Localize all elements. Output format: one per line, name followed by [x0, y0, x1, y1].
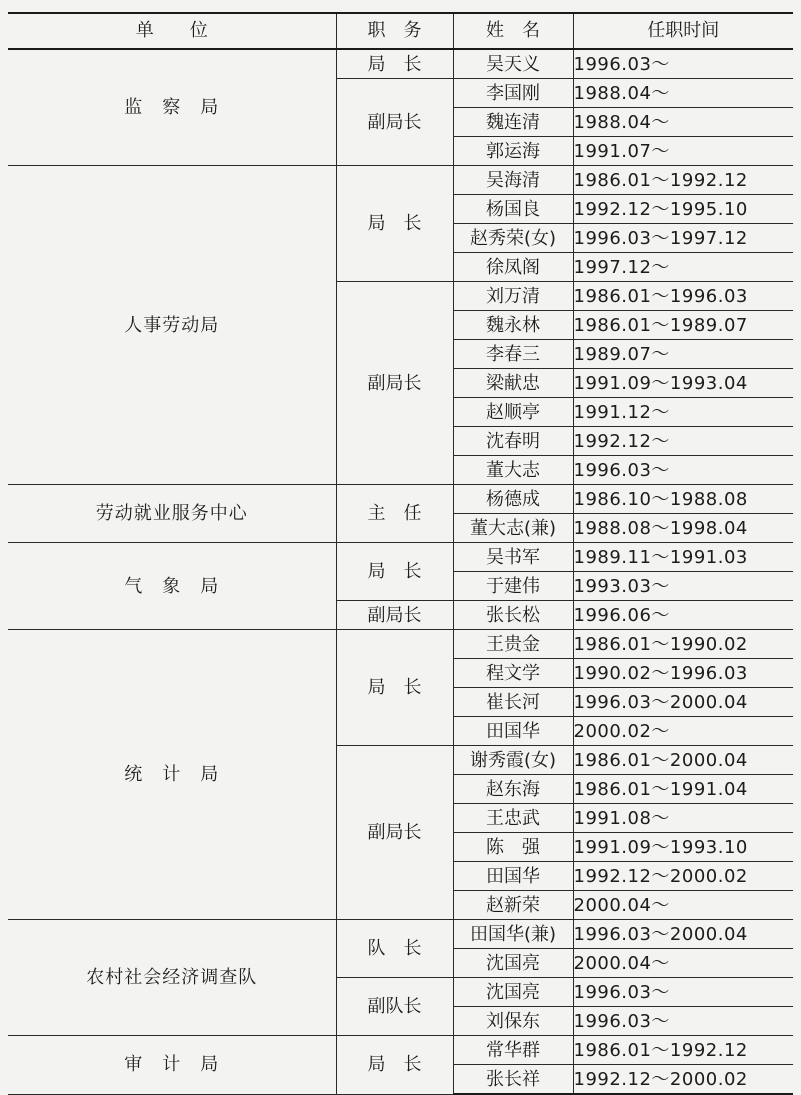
name-cell: 梁献忠 [453, 369, 573, 398]
term-cell: 1996.03～ [573, 49, 793, 79]
term-cell: 1991.12～ [573, 398, 793, 427]
name-cell: 赵新荣 [453, 891, 573, 920]
term-cell: 2000.04～ [573, 891, 793, 920]
unit-cell: 气 象 局 [8, 543, 336, 630]
position-cell: 局 长 [336, 49, 453, 79]
name-cell: 郭运海 [453, 137, 573, 166]
term-cell: 1992.12～2000.02 [573, 862, 793, 891]
name-cell: 谢秀霞(女) [453, 746, 573, 775]
unit-cell: 统 计 局 [8, 630, 336, 920]
name-cell: 吴书军 [453, 543, 573, 572]
name-cell: 田国华 [453, 717, 573, 746]
position-cell: 局 长 [336, 166, 453, 282]
name-cell: 田国华(兼) [453, 920, 573, 949]
position-cell: 局 长 [336, 543, 453, 601]
term-cell: 1996.03～1997.12 [573, 224, 793, 253]
position-cell: 副队长 [336, 978, 453, 1036]
term-cell: 1991.09～1993.10 [573, 833, 793, 862]
table-row [8, 485, 793, 514]
name-cell: 赵秀荣(女) [453, 224, 573, 253]
name-cell: 吴天义 [453, 49, 573, 79]
term-cell: 1996.06～ [573, 601, 793, 630]
position-cell: 副局长 [336, 601, 453, 630]
term-cell: 1989.07～ [573, 340, 793, 369]
term-cell: 1986.01～1992.12 [573, 1036, 793, 1065]
position-cell: 副局长 [336, 282, 453, 485]
name-cell: 沈国亮 [453, 949, 573, 978]
name-cell: 董大志 [453, 456, 573, 485]
term-cell: 1986.01～1989.07 [573, 311, 793, 340]
table-row [8, 920, 793, 949]
unit-cell: 监 察 局 [8, 49, 336, 166]
table-row [8, 543, 793, 572]
name-cell: 王贵金 [453, 630, 573, 659]
term-cell: 1986.01～1992.12 [573, 166, 793, 195]
header-name: 姓 名 [453, 13, 573, 49]
term-cell: 2000.04～ [573, 949, 793, 978]
position-cell: 局 长 [336, 1036, 453, 1095]
name-cell: 张长松 [453, 601, 573, 630]
name-cell: 刘万清 [453, 282, 573, 311]
name-cell: 赵东海 [453, 775, 573, 804]
personnel-table [8, 12, 793, 1095]
name-cell: 陈 强 [453, 833, 573, 862]
name-cell: 崔长河 [453, 688, 573, 717]
name-cell: 常华群 [453, 1036, 573, 1065]
term-cell: 1989.11～1991.03 [573, 543, 793, 572]
name-cell: 于建伟 [453, 572, 573, 601]
term-cell: 1986.10～1988.08 [573, 485, 793, 514]
term-cell: 1990.02～1996.03 [573, 659, 793, 688]
name-cell: 魏连清 [453, 108, 573, 137]
unit-cell: 审 计 局 [8, 1036, 336, 1095]
name-cell: 李国刚 [453, 79, 573, 108]
position-cell: 主 任 [336, 485, 453, 543]
name-cell: 刘保东 [453, 1007, 573, 1036]
table-body [8, 49, 793, 1094]
name-cell: 王忠武 [453, 804, 573, 833]
term-cell: 1996.03～ [573, 1007, 793, 1036]
name-cell: 魏永林 [453, 311, 573, 340]
name-cell: 程文学 [453, 659, 573, 688]
term-cell: 2000.02～ [573, 717, 793, 746]
term-cell: 1988.04～ [573, 108, 793, 137]
name-cell: 杨国良 [453, 195, 573, 224]
term-cell: 1988.08～1998.04 [573, 514, 793, 543]
term-cell: 1986.01～1996.03 [573, 282, 793, 311]
name-cell: 董大志(兼) [453, 514, 573, 543]
term-cell: 1993.03～ [573, 572, 793, 601]
header-position: 职 务 [336, 13, 453, 49]
name-cell: 杨德成 [453, 485, 573, 514]
term-cell: 1986.01～2000.04 [573, 746, 793, 775]
term-cell: 1997.12～ [573, 253, 793, 282]
term-cell: 1992.12～2000.02 [573, 1065, 793, 1095]
unit-cell: 人事劳动局 [8, 166, 336, 485]
term-cell: 1996.03～ [573, 978, 793, 1007]
table-row [8, 49, 793, 79]
term-cell: 1991.09～1993.04 [573, 369, 793, 398]
term-cell: 1996.03～2000.04 [573, 920, 793, 949]
name-cell: 李春三 [453, 340, 573, 369]
term-cell: 1986.01～1991.04 [573, 775, 793, 804]
name-cell: 赵顺亭 [453, 398, 573, 427]
header-term: 任职时间 [573, 13, 793, 49]
term-cell: 1991.08～ [573, 804, 793, 833]
name-cell: 徐凤阁 [453, 253, 573, 282]
term-cell: 1996.03～2000.04 [573, 688, 793, 717]
name-cell: 张长祥 [453, 1065, 573, 1095]
term-cell: 1986.01～1990.02 [573, 630, 793, 659]
position-cell: 副局长 [336, 746, 453, 920]
table-row [8, 1036, 793, 1065]
unit-cell: 农村社会经济调查队 [8, 920, 336, 1036]
header-unit: 单 位 [8, 13, 336, 49]
table-row [8, 630, 793, 659]
position-cell: 副局长 [336, 79, 453, 166]
term-cell: 1996.03～ [573, 456, 793, 485]
name-cell: 沈国亮 [453, 978, 573, 1007]
name-cell: 田国华 [453, 862, 573, 891]
name-cell: 沈春明 [453, 427, 573, 456]
position-cell: 局 长 [336, 630, 453, 746]
header-row [8, 13, 793, 49]
position-cell: 队 长 [336, 920, 453, 978]
term-cell: 1988.04～ [573, 79, 793, 108]
term-cell: 1991.07～ [573, 137, 793, 166]
term-cell: 1992.12～1995.10 [573, 195, 793, 224]
name-cell: 吴海清 [453, 166, 573, 195]
term-cell: 1992.12～ [573, 427, 793, 456]
unit-cell: 劳动就业服务中心 [8, 485, 336, 543]
table-row [8, 166, 793, 195]
